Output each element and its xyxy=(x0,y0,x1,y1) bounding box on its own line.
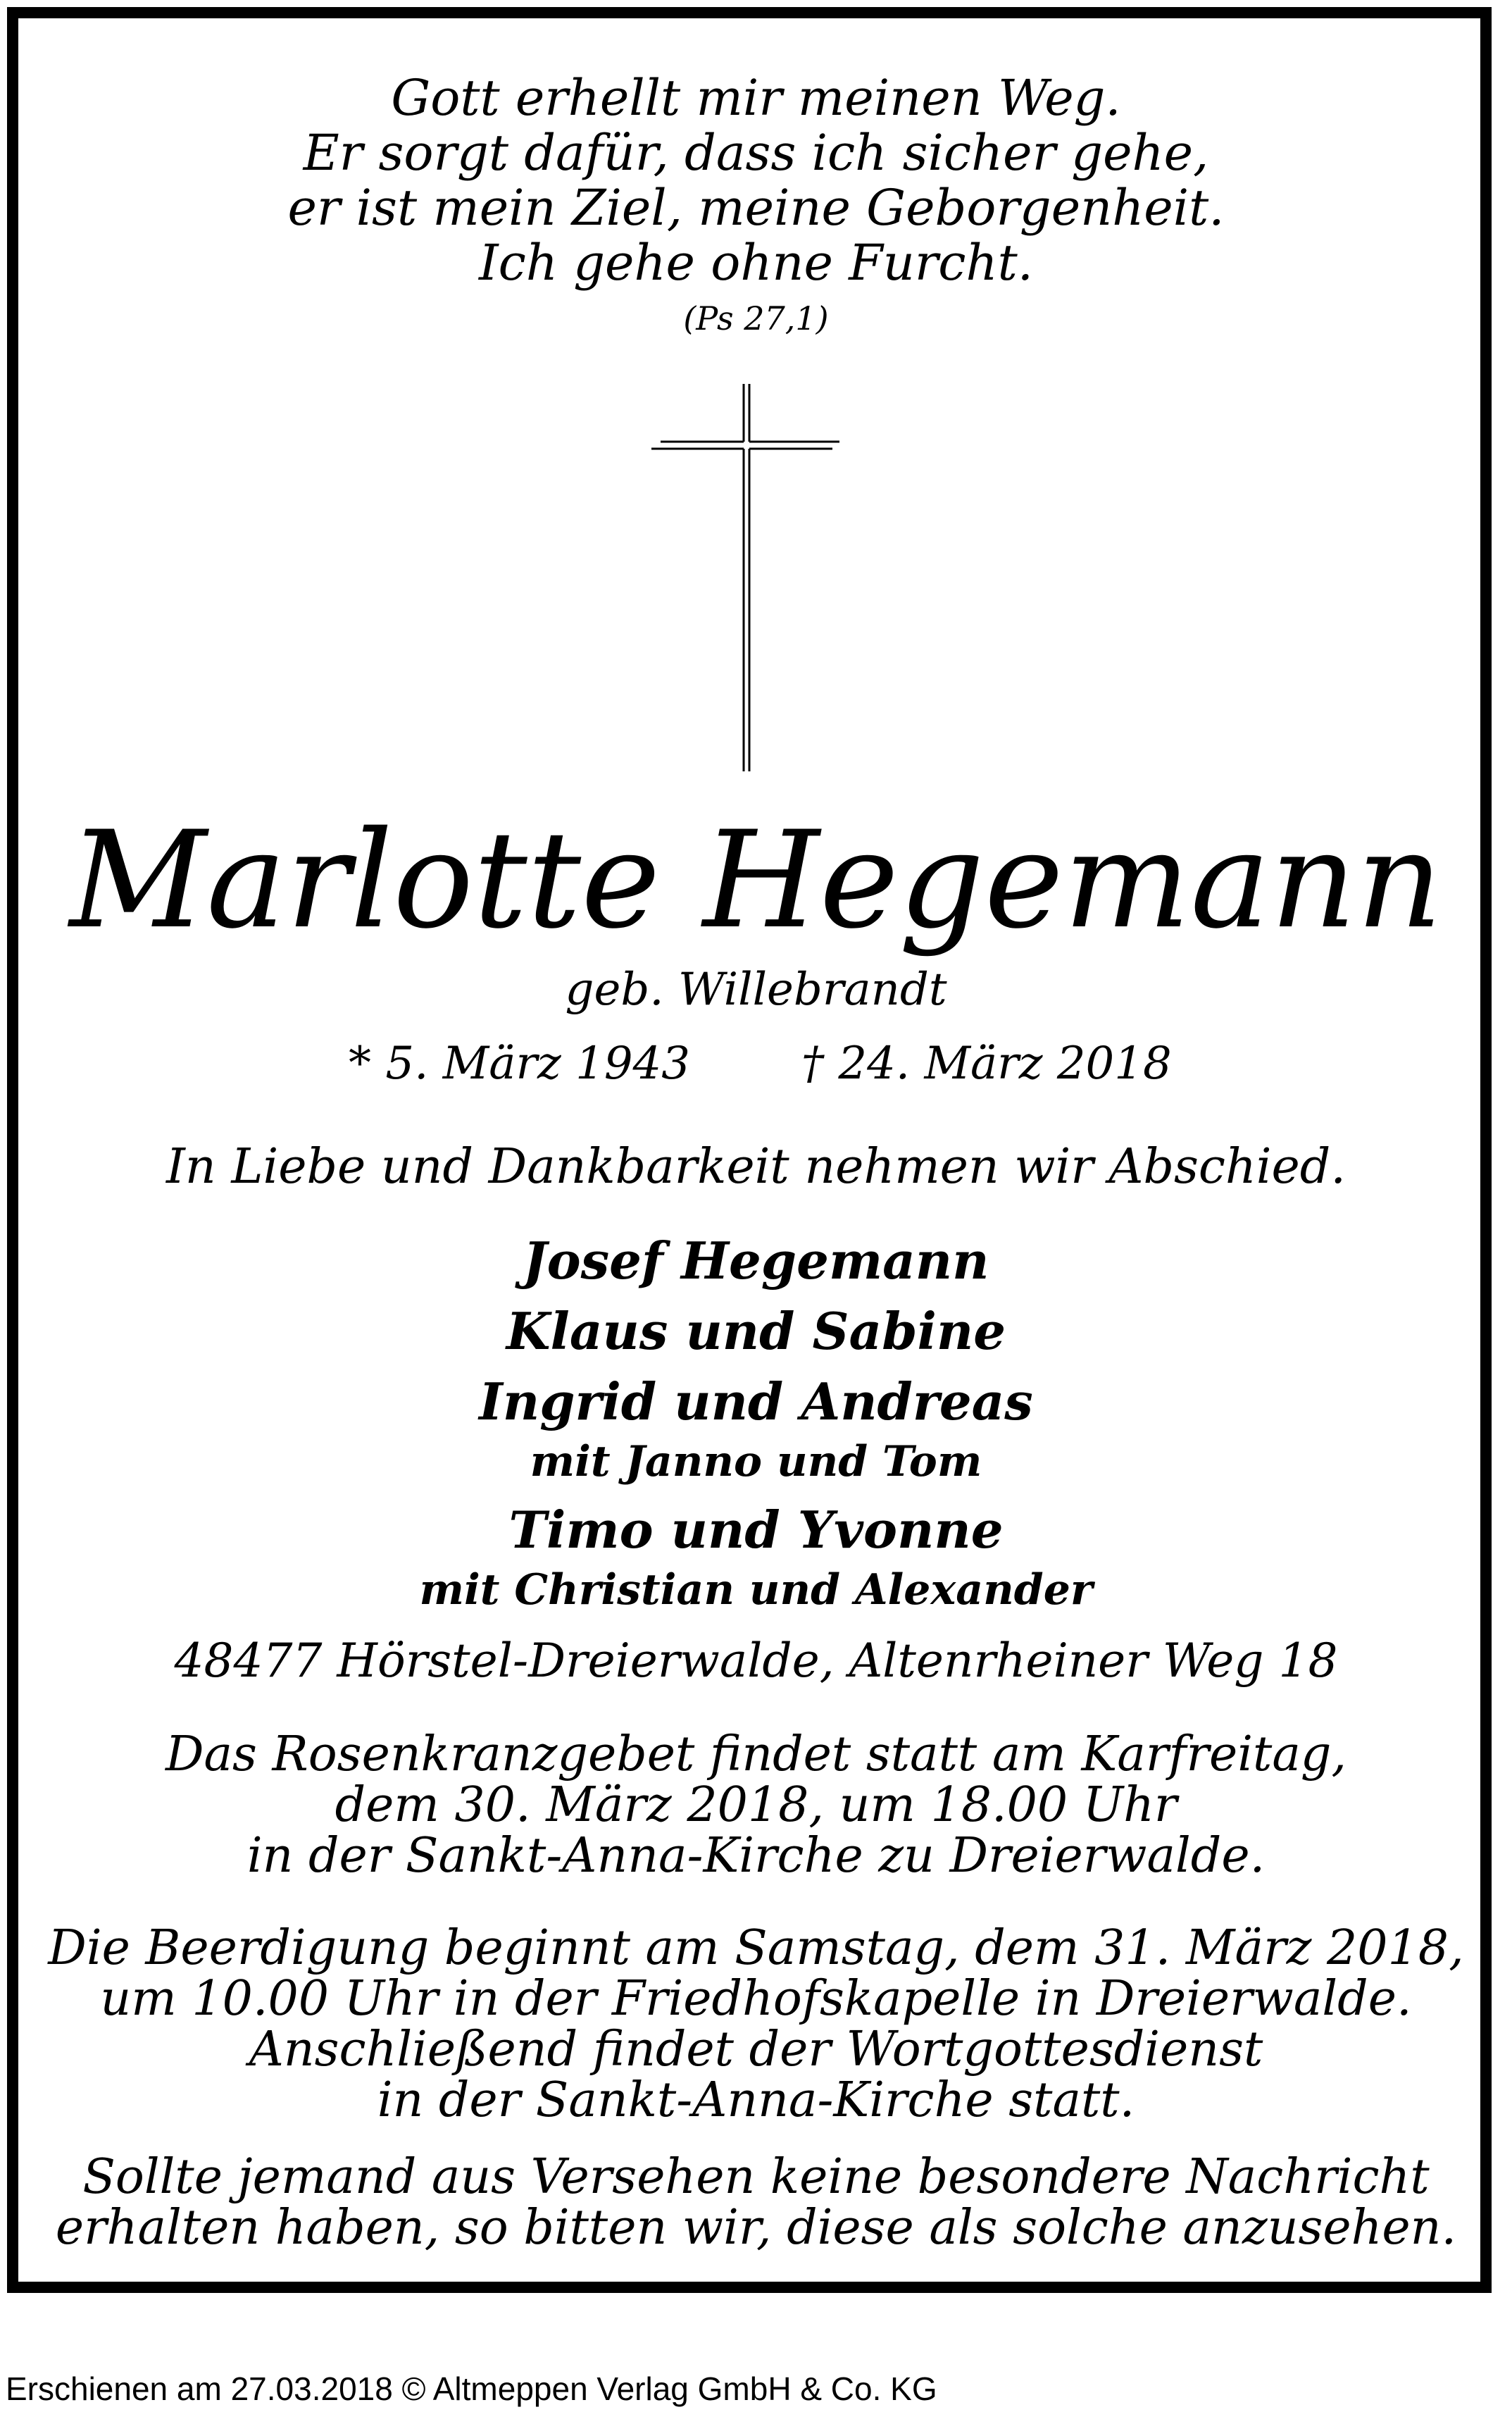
birth-date: * 5. März 1943 xyxy=(349,1038,690,1090)
notification-notice xyxy=(0,2149,1512,2256)
rosary-notice xyxy=(0,1729,1512,1882)
psalm-line: Ich gehe ohne Furcht. xyxy=(479,234,1033,292)
family-address: 48477 Hörstel-Dreierwalde, Altenrheiner Weg 18 xyxy=(174,1634,1338,1688)
death-date: † 24. März 2018 xyxy=(801,1038,1172,1090)
farewell-text: In Liebe und Dankbarkeit nehmen wir Abschied. xyxy=(166,1139,1346,1195)
rosary-line: in der Sankt-Anna-Kirche zu Dreierwalde. xyxy=(246,1828,1266,1884)
mourner-name: Josef Hegemann xyxy=(523,1231,989,1291)
funeral-notice xyxy=(0,1920,1512,2128)
notice-line: erhalten haben, so bitten wir, diese als solche anzusehen. xyxy=(55,2200,1457,2256)
notice-line: Sollte jemand aus Versehen keine besondere Nachricht xyxy=(82,2149,1430,2205)
psalm-reference: (Ps 27,1) xyxy=(683,299,829,337)
funeral-line: Anschließend findet der Wortgottesdienst xyxy=(249,2022,1263,2077)
funeral-line: in der Sankt-Anna-Kirche statt. xyxy=(377,2072,1135,2128)
cross-icon xyxy=(648,384,859,778)
mourner-name: Klaus und Sabine xyxy=(506,1301,1006,1361)
rosary-line: dem 30. März 2018, um 18.00 Uhr xyxy=(335,1777,1177,1833)
mourner-name: Ingrid und Andreas xyxy=(479,1372,1033,1431)
funeral-line: um 10.00 Uhr in der Friedhofskapelle in Dreierwalde. xyxy=(100,1971,1412,2027)
psalm-line: Er sorgt dafür, dass ich sicher gehe, xyxy=(303,124,1209,182)
psalm-line: er ist mein Ziel, meine Geborgenheit. xyxy=(287,179,1225,237)
deceased-name: Marlotte Hegemann xyxy=(69,802,1443,958)
funeral-line: Die Beerdigung beginnt am Samstag, dem 31. März 2018, xyxy=(48,1920,1464,1976)
psalm-quote xyxy=(0,70,1512,340)
publication-footer: Erschienen am 27.03.2018 © Altmeppen Verlag GmbH & Co. KG xyxy=(6,2370,937,2407)
psalm-line: Gott erhellt mir meinen Weg. xyxy=(391,69,1121,127)
life-dates xyxy=(0,1036,1512,1092)
mourner-children: mit Christian und Alexander xyxy=(419,1565,1093,1615)
rosary-line: Das Rosenkranzgebet findet statt am Karfreitag, xyxy=(165,1727,1347,1782)
mourner-name: Timo und Yvonne xyxy=(508,1500,1004,1560)
mourners-list xyxy=(0,1226,1512,1615)
mourner-children: mit Janno und Tom xyxy=(530,1437,982,1486)
birth-name: geb. Willebrandt xyxy=(565,964,947,1016)
